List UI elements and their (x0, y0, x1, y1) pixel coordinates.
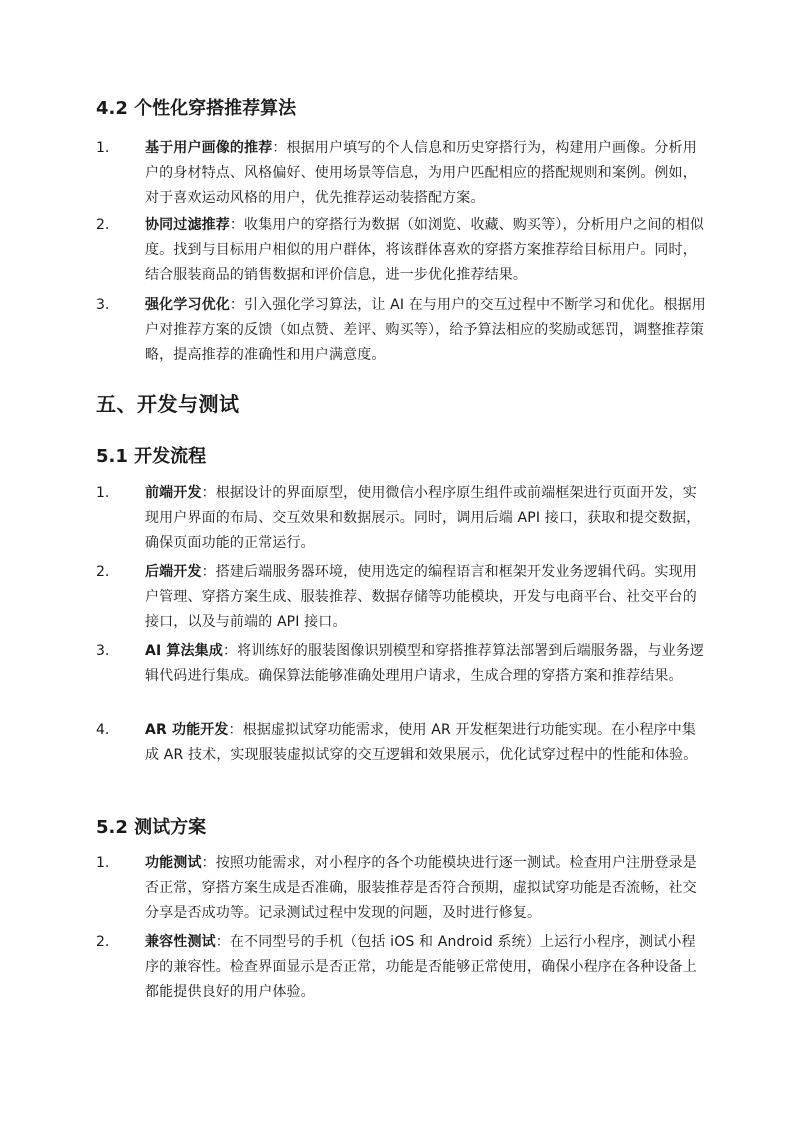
list-item-text: ：在不同型号的手机（包括 iOS 和 Android 系统）上运行小程序，测试小程序的兼容性。检查界面显示是否正常，功能是否能够正常使用，确保小程序在各种设备上都能提供良好的用户体验。 (145, 934, 697, 1000)
list-item-term: 强化学习优化 (145, 297, 230, 313)
list-item-body (145, 136, 706, 211)
list-item-body (145, 930, 706, 1005)
list-item-text: ：根据虚拟试穿功能需求，使用 AR 开发框架进行功能实现。在小程序中集成 AR 技术，实现服装虚拟试穿的交互逻辑和效果展示，优化试穿过程中的性能和体验。 (145, 722, 698, 763)
section-5-1-heading: 5.1 开发流程 (96, 446, 207, 467)
section-4-2-heading: 4.2 个性化穿搭推荐算法 (96, 98, 297, 119)
list-item-text: ：根据设计的界面原型，使用微信小程序原生组件或前端框架进行页面开发，实现用户界面的布局、交互效果和数据展示。同时，调用后端 API 接口，获取和提交数据，确保页面功能的正常运行。 (145, 485, 701, 551)
list-item-body (145, 481, 706, 556)
list-number: 1. (96, 855, 110, 871)
list-item-text: ：按照功能需求，对小程序的各个功能模块进行逐一测试。检查用户注册登录是否正常，穿搭方案生成是否准确，服装推荐是否符合预期，虚拟试穿功能是否流畅，社交分享是否成功等。记录测试过程中发现的问题，及时进行修复。 (145, 855, 697, 921)
list-item-term: 基于用户画像的推荐 (145, 140, 273, 156)
list-number: 1. (96, 485, 110, 501)
list-number: 4. (96, 722, 110, 738)
list-item-text: ：搭建后端服务器环境，使用选定的编程语言和框架开发业务逻辑代码。实现用户管理、穿搭方案生成、服装推荐、数据存储等功能模块，开发与电商平台、社交平台的接口，以及与前端的 API 接口。 (145, 564, 697, 630)
list-item-body (145, 639, 706, 689)
list-number: 2. (96, 564, 110, 580)
list-number: 3. (96, 643, 110, 659)
list-number: 2. (96, 934, 110, 950)
list-number: 2. (96, 217, 110, 233)
chapter-5-heading: 五、开发与测试 (96, 392, 240, 416)
list-item-term: AI 算法集成 (145, 643, 223, 659)
list-item-text: ：收集用户的穿搭行为数据（如浏览、收藏、购买等），分析用户之间的相似度。找到与目标用户相似的用户群体，将该群体喜欢的穿搭方案推荐给目标用户。同时，结合服装商品的销售数据和评价信息，进一步优化推荐结果。 (145, 217, 705, 283)
list-item-term: AR 功能开发 (145, 722, 229, 738)
list-item-term: 功能测试 (145, 855, 202, 871)
list-item-body (145, 213, 706, 288)
list-item-text: ：引入强化学习算法，让 AI 在与用户的交互过程中不断学习和优化。根据用户对推荐方案的反馈（如点赞、差评、购买等），给予算法相应的奖励或惩罚，调整推荐策略，提高推荐的准确性和用户满意度。 (145, 297, 706, 363)
list-number: 1. (96, 140, 110, 156)
list-item-term: 前端开发 (145, 485, 202, 501)
list-item-body (145, 293, 706, 368)
list-item-term: 后端开发 (145, 564, 202, 580)
list-item-term: 兼容性测试 (145, 934, 216, 950)
list-item-text: ：根据用户填写的个人信息和历史穿搭行为，构建用户画像。分析用户的身材特点、风格偏好、使用场景等信息，为用户匹配相应的搭配规则和案例。例如，对于喜欢运动风格的用户，优先推荐运动装搭配方案。 (145, 140, 697, 206)
section-5-2-heading: 5.2 测试方案 (96, 817, 207, 838)
list-item-text: ：将训练好的服装图像识别模型和穿搭推荐算法部署到后端服务器，与业务逻辑代码进行集成。确保算法能够准确处理用户请求，生成合理的穿搭方案和推荐结果。 (145, 643, 705, 684)
list-item-body (145, 718, 706, 768)
list-item-term: 协同过滤推荐 (145, 217, 230, 233)
list-item-body (145, 560, 706, 635)
list-item-body (145, 851, 706, 926)
list-number: 3. (96, 297, 110, 313)
